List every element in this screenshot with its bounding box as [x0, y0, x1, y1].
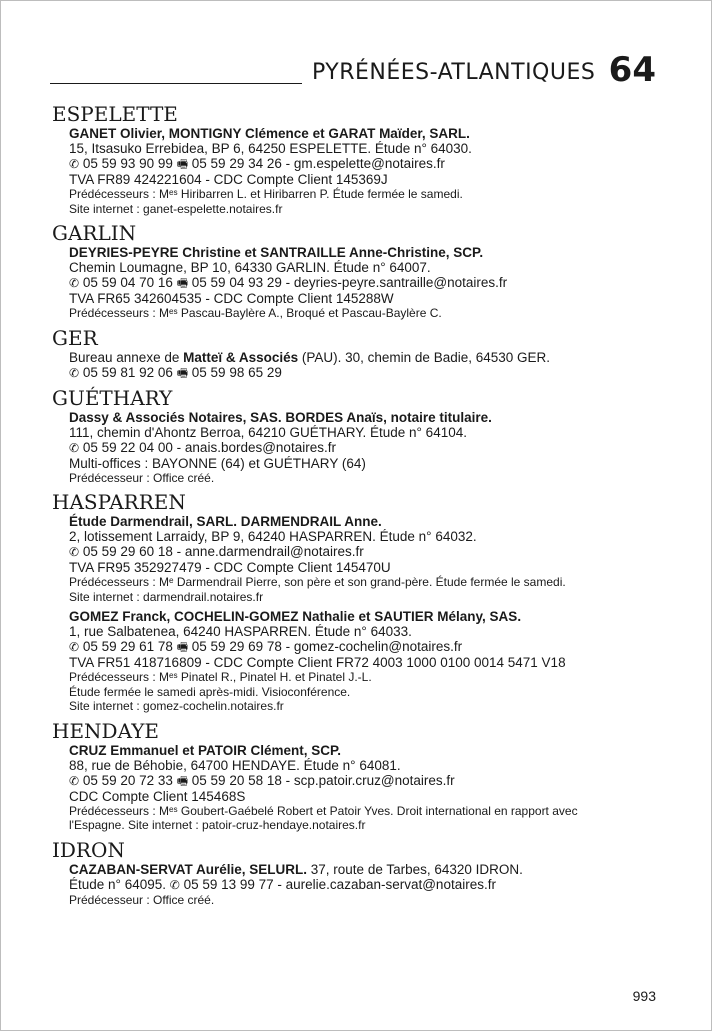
fax-icon: 🖷	[176, 365, 189, 380]
phone-icon: ✆	[69, 157, 80, 171]
entry-line: TVA FR51 418716809 - CDC Compte Client FR72 4003 1000 0100 0014 5471 V18	[69, 655, 566, 670]
page-header	[50, 50, 658, 90]
entry-line: TVA FR65 342604535 - CDC Compte Client 145288W	[69, 291, 394, 306]
line-text: Étude n° 64095.	[69, 876, 170, 892]
entry-line: TVA FR95 352927479 - CDC Compte Client 145470U	[69, 560, 391, 575]
email-text: - aurelie.cazaban-servat@notaires.fr	[273, 876, 496, 892]
header-rule	[50, 83, 302, 84]
entry-line: 111, chemin d'Ahontz Berroa, 64210 GUÉTHARY. Étude n° 64104.	[69, 424, 467, 440]
phone-icon: ✆	[69, 365, 80, 380]
town-heading: GARLIN	[52, 221, 137, 245]
entry-line: Site internet : darmendrail.notaires.fr	[69, 589, 264, 604]
entry-line: 1, rue Salbatenea, 64240 HASPARREN. Étude n° 64033.	[69, 624, 412, 639]
line-text: 37, route de Tarbes, 64320 IDRON.	[307, 861, 523, 877]
entry-line	[69, 862, 664, 877]
notary-name: Étude Darmendrail, SARL. DARMENDRAIL Anne.	[69, 514, 382, 529]
fax-icon: 🖷	[176, 640, 189, 654]
fax-number: 05 59 98 65 29	[191, 364, 282, 380]
email-text: - deyries-peyre.santraille@notaires.fr	[281, 275, 508, 290]
phone-icon: ✆	[69, 276, 80, 290]
phone-number: 05 59 29 60 18	[82, 544, 173, 559]
phone-number: 05 59 20 72 33	[82, 772, 173, 788]
phone-icon: ✆	[169, 877, 180, 892]
entry-line: Étude fermée le samedi après-midi. Visioconférence.	[69, 684, 351, 699]
entry-line: Prédécesseurs : Mᵉˢ Hiribarren L. et Hiribarren P. Étude fermée le samedi.	[69, 187, 463, 201]
entry-line: Prédécesseur : Office créé.	[69, 470, 215, 485]
entry-line	[69, 365, 664, 381]
entry-line	[69, 275, 664, 291]
page-number: 993	[632, 988, 656, 1004]
department-number: 64	[608, 50, 656, 90]
fax-icon: 🖷	[176, 276, 189, 290]
entry-line: l'Espagne. Site internet : patoir-cruz-hendaye.notaires.fr	[69, 818, 366, 832]
entry-line	[69, 639, 664, 655]
phone-icon: ✆	[69, 640, 80, 654]
email-text: - anne.darmendrail@notaires.fr	[172, 544, 364, 559]
phone-number: 05 59 81 92 06	[82, 364, 173, 380]
notary-entry	[52, 245, 664, 321]
fax-icon: 🖷	[176, 773, 189, 788]
notary-name: GANET Olivier, MONTIGNY Clémence et GARAT Maïder, SARL.	[69, 126, 470, 141]
town-heading: HASPARREN	[52, 490, 186, 514]
notary-name: CRUZ Emmanuel et PATOIR Clément, SCP.	[69, 742, 342, 758]
entry-line	[69, 877, 664, 893]
line-text: (PAU). 30, chemin de Badie, 64530 GER.	[298, 349, 551, 365]
entry-line	[69, 544, 664, 560]
entry-line: Multi-offices : BAYONNE (64) et GUÉTHARY (64)	[69, 455, 366, 471]
town-heading: ESPELETTE	[52, 102, 178, 126]
phone-number: 05 59 13 99 77	[183, 876, 274, 892]
notary-entry	[52, 126, 664, 216]
entry-line: CDC Compte Client 145468S	[69, 788, 246, 804]
notary-name: Dassy & Associés Notaires, SAS. BORDES Anaïs, notaire titulaire.	[69, 409, 492, 425]
phone-number: 05 59 93 90 99	[82, 156, 173, 171]
fax-number: 05 59 04 93 29	[191, 275, 282, 290]
phone-icon: ✆	[69, 545, 80, 559]
entry-line	[69, 773, 664, 789]
phone-number: 05 59 04 70 16	[82, 275, 173, 290]
notary-entry	[52, 410, 664, 486]
entry-line: Chemin Loumagne, BP 10, 64330 GARLIN. Étude n° 64007.	[69, 260, 431, 275]
fax-icon: 🖷	[176, 157, 189, 171]
notary-entry	[52, 350, 664, 381]
entry-line: Prédécesseurs : Mᵉ Darmendrail Pierre, son père et son grand-père. Étude fermée le samedi.	[69, 575, 566, 589]
directory-listing	[52, 103, 664, 907]
town-heading: GER	[52, 325, 98, 350]
entry-line: 88, rue de Béhobie, 64700 HENDAYE. Étude n° 64081.	[69, 757, 401, 773]
email-text: - gomez-cochelin@notaires.fr	[281, 639, 463, 654]
notary-entry	[52, 862, 664, 908]
entry-line: TVA FR89 424221604 - CDC Compte Client 145369J	[69, 172, 388, 187]
notary-name: DEYRIES-PEYRE Christine et SANTRAILLE Anne-Christine, SCP.	[69, 245, 484, 260]
entry-line: Prédécesseurs : Mᵉˢ Pascau-Baylère A., Broqué et Pascau-Baylère C.	[69, 306, 442, 320]
line-bold-text: Matteï & Associés	[183, 349, 299, 365]
entry-line: 15, Itsasuko Errebidea, BP 6, 64250 ESPELETTE. Étude n° 64030.	[69, 141, 472, 156]
email-text: - gm.espelette@notaires.fr	[281, 156, 445, 171]
entry-line	[69, 156, 664, 172]
entry-line	[69, 440, 664, 456]
notary-entry	[52, 609, 664, 714]
entry-line: Prédécesseur : Office créé.	[69, 892, 215, 907]
email-text: - scp.patoir.cruz@notaires.fr	[281, 772, 455, 788]
department-title: PYRÉNÉES-ATLANTIQUES	[312, 60, 596, 85]
notary-entry	[52, 514, 664, 604]
entry-line: Prédécesseurs : Mᵉˢ Goubert-Gaébelé Robert et Patoir Yves. Droit international en rapport avec	[69, 803, 578, 818]
entry-line: Site internet : ganet-espelette.notaires.fr	[69, 201, 283, 216]
town-heading: HENDAYE	[52, 718, 160, 743]
fax-number: 05 59 20 58 18	[191, 772, 282, 788]
line-bold-text: CAZABAN-SERVAT Aurélie, SELURL.	[69, 861, 308, 877]
notary-name: GOMEZ Franck, COCHELIN-GOMEZ Nathalie et SAUTIER Mélany, SAS.	[69, 609, 522, 624]
fax-number: 05 59 29 34 26	[191, 156, 282, 171]
entry-line	[69, 350, 664, 365]
town-heading: GUÉTHARY	[52, 385, 173, 410]
email-text: - anais.bordes@notaires.fr	[172, 439, 336, 455]
phone-icon: ✆	[69, 773, 80, 788]
entry-line: Site internet : gomez-cochelin.notaires.fr	[69, 699, 284, 713]
phone-number: 05 59 22 04 00	[82, 439, 173, 455]
fax-number: 05 59 29 69 78	[191, 639, 282, 654]
phone-number: 05 59 29 61 78	[82, 639, 173, 654]
line-text: Bureau annexe de	[69, 349, 184, 365]
notary-entry	[52, 743, 664, 833]
entry-line: Prédécesseurs : Mᵉˢ Pinatel R., Pinatel H. et Pinatel J.-L.	[69, 670, 372, 684]
town-heading: IDRON	[52, 837, 125, 862]
entry-line: 2, lotissement Larraidy, BP 9, 64240 HASPARREN. Étude n° 64032.	[69, 529, 477, 544]
phone-icon: ✆	[69, 440, 80, 455]
